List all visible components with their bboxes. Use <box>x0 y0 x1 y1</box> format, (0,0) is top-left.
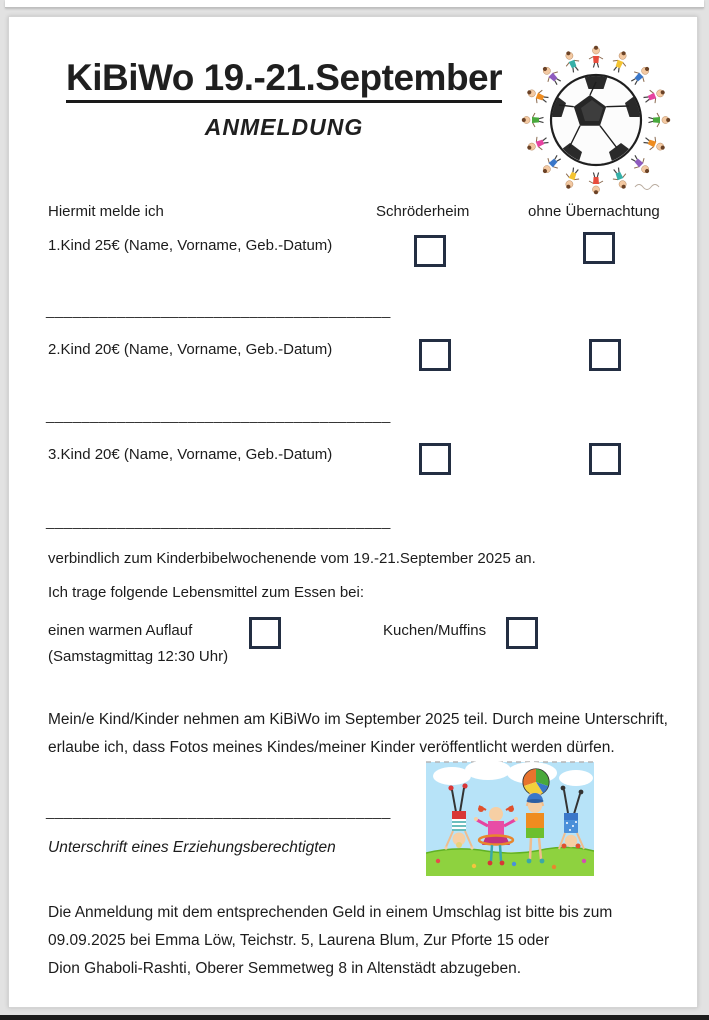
watermark-squiggle <box>635 185 659 190</box>
soccer-ball-kids-clipart <box>517 44 675 196</box>
signature-label: Unterschrift eines Erziehungsberechtigten <box>48 839 336 856</box>
food-option1-label: einen warmen Auflauf <box>48 622 193 639</box>
photo-consent-line2: erlaube ich, dass Fotos meines Kindes/meiner Kinder veröffentlicht werden dürfen. <box>48 739 615 756</box>
viewer-bottom-bar <box>0 1015 709 1020</box>
checkbox-child2-schroederheim[interactable] <box>419 339 451 371</box>
column-header-ohne-uebernachtung: ohne Übernachtung <box>528 203 660 220</box>
child1-label: 1.Kind 25€ (Name, Vorname, Geb.-Datum) <box>48 237 333 254</box>
child3-name-line[interactable]: _______________________________________ <box>46 513 391 530</box>
checkbox-child1-ohne-uebernachtung[interactable] <box>583 232 615 264</box>
page-subtitle: ANMELDUNG <box>204 114 364 140</box>
submission-note-line3: Dion Ghaboli-Rashti, Oberer Semmetweg 8 in Altenstädt abzugeben. <box>48 960 522 977</box>
submission-note-line2: 09.09.2025 bei Emma Löw, Teichstr. 5, Laurena Blum, Zur Pforte 15 oder <box>48 932 550 949</box>
children-playing-clipart <box>426 760 594 876</box>
child2-name-line[interactable]: _______________________________________ <box>46 407 391 424</box>
page-title: KiBiWo 19.-21.September <box>66 58 502 103</box>
child2-label: 2.Kind 20€ (Name, Vorname, Geb.-Datum) <box>48 341 333 358</box>
food-option2-label: Kuchen/Muffins <box>383 622 487 639</box>
photo-consent-line1: Mein/e Kind/Kinder nehmen am KiBiWo im September 2025 teil. Durch meine Unterschrift, <box>48 711 668 728</box>
previous-page-edge <box>5 0 704 8</box>
checkbox-child2-ohne-uebernachtung[interactable] <box>589 339 621 371</box>
signature-line[interactable]: _______________________________________ <box>46 803 391 820</box>
checkbox-kuchen-muffins[interactable] <box>506 617 538 649</box>
submission-note-line1: Die Anmeldung mit dem entsprechenden Geld in einem Umschlag ist bitte bis zum <box>48 904 613 921</box>
checkbox-child3-schroederheim[interactable] <box>419 443 451 475</box>
column-header-schroederheim: Schröderheim <box>376 203 470 220</box>
food-intro-text: Ich trage folgende Lebensmittel zum Essen bei: <box>48 584 365 601</box>
confirmation-text: verbindlich zum Kinderbibelwochenende vom 19.-21.September 2025 an. <box>48 550 536 567</box>
child3-label: 3.Kind 20€ (Name, Vorname, Geb.-Datum) <box>48 446 333 463</box>
checkbox-child1-schroederheim[interactable] <box>414 235 446 267</box>
checkbox-child3-ohne-uebernachtung[interactable] <box>589 443 621 475</box>
checkbox-auflauf[interactable] <box>249 617 281 649</box>
child1-name-line[interactable]: _______________________________________ <box>46 302 391 319</box>
intro-label: Hiermit melde ich <box>48 203 164 220</box>
header-block <box>53 58 515 141</box>
form-page <box>8 16 698 1008</box>
food-option1-note: (Samstagmittag 12:30 Uhr) <box>48 648 229 665</box>
